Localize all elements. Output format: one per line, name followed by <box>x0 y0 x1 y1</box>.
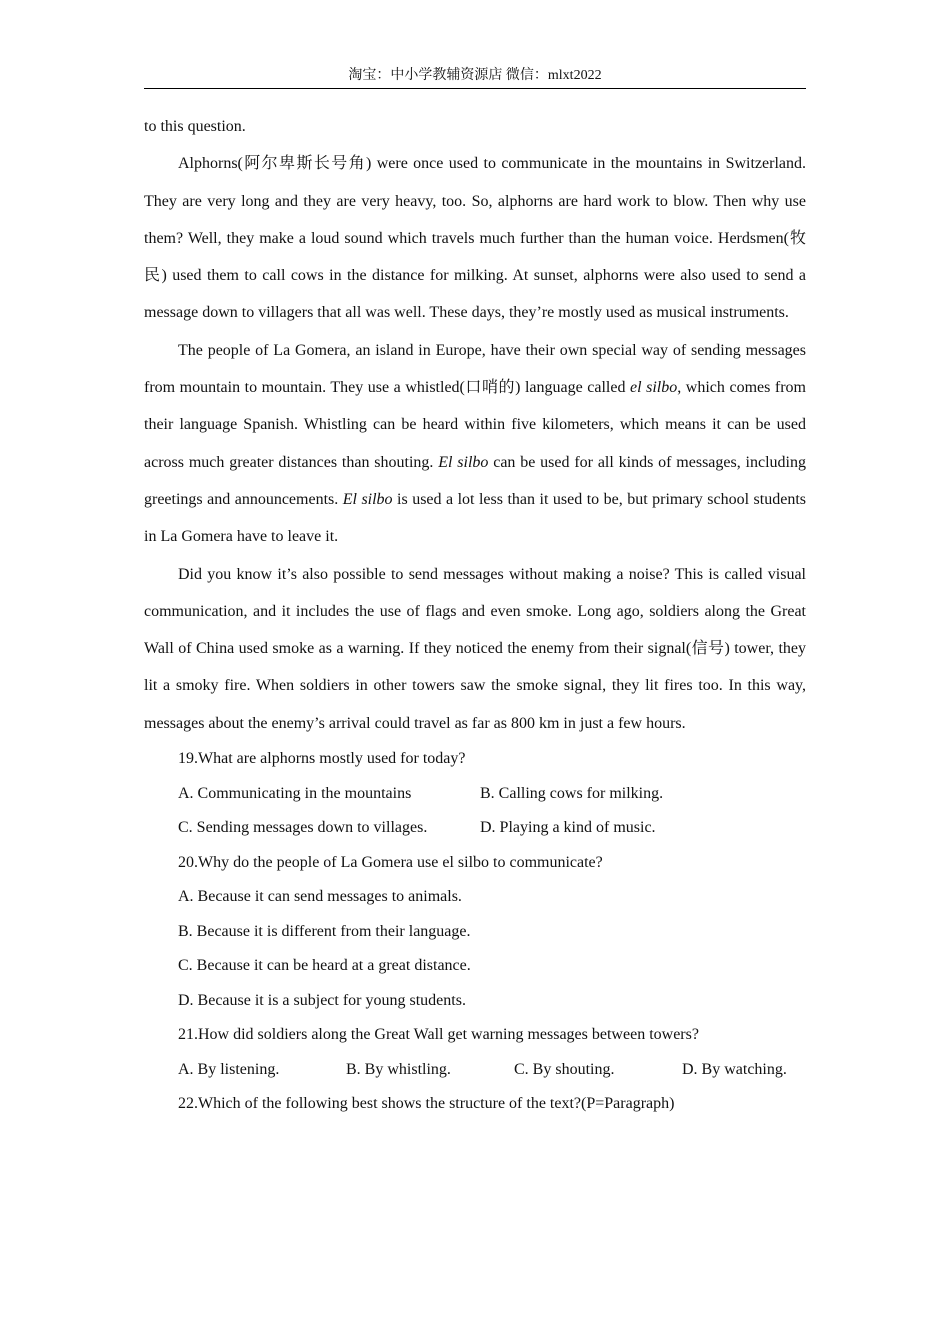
el-silbo-term: El silbo <box>342 490 393 508</box>
question-21-options-row <box>144 1053 806 1088</box>
el-silbo-text-d: is used a lot less than it used to be, but primary school students in La Gomera have to leave it. <box>144 490 806 546</box>
option-21-b: B. By whistling. <box>346 1060 451 1078</box>
question-21-stem: 21.How did soldiers along the Great Wall get warning messages between towers? <box>178 1026 699 1044</box>
page-header: 淘宝：中小学教辅资源店 微信：mlxt2022 <box>144 66 806 89</box>
option-19-c: C. Sending messages down to villages. <box>178 819 428 837</box>
question-20-stem: 20.Why do the people of La Gomera use el silbo to communicate? <box>178 853 603 871</box>
option-21-d: D. By watching. <box>682 1060 787 1078</box>
option-19-d: D. Playing a kind of music. <box>480 819 656 837</box>
paragraph-alphorns: Alphorns(阿尔卑斯长号角) were once used to communicate in the mountains in Switzerland. They are very long and they are very heavy, too. So, alphorns are hard work to blow. Then why use them? Well, they make a loud sound which travels much further than the human voice. Herdsmen(牧民) used them to call cows in the distance for milking. At sunset, alphorns were also used to send a message down to villagers that all was well. These days, they’re mostly used as musical instruments. <box>144 155 807 322</box>
el-silbo-text-a: The people of La Gomera, an island in Europe, have their own special way of sending messages from mountain to mountain. They use a whistled(口哨的) language called <box>144 341 806 397</box>
question-19-options-row-2 <box>144 811 806 846</box>
paragraph-continued: to this question. <box>144 118 246 135</box>
paragraph-visual-communication: Did you know it’s also possible to send messages without making a noise? This is called visual communication, and it includes the use of flags and even smoke. Long ago, soldiers along the Great Wall of China used smoke as a warning. If they noticed the enemy from their signal(信号) tower, they lit a smoky fire. When soldiers in other towers saw the smoke signal, they lit fires too. In this way, messages about the enemy’s arrival could travel as far as 800 km in just a few hours. <box>144 565 806 732</box>
el-silbo-term: el silbo <box>630 379 678 397</box>
option-21-a: A. By listening. <box>178 1060 280 1078</box>
option-20-c: C. Because it can be heard at a great distance. <box>178 957 471 975</box>
passage-body <box>144 108 806 1122</box>
el-silbo-text-c: can be used for all kinds of messages, including greetings and announcements. <box>144 453 806 508</box>
question-22-stem: 22.Which of the following best shows the structure of the text?(P=Paragraph) <box>178 1095 675 1113</box>
option-20-d: D. Because it is a subject for young students. <box>178 991 466 1009</box>
el-silbo-text-b: , which comes from their language Spanish. Whistling can be heard within five kilometers, which means it can be used across much greater distances than shouting. <box>144 379 806 471</box>
option-21-c: C. By shouting. <box>514 1060 615 1078</box>
paragraph-el-silbo <box>144 332 806 556</box>
option-20-a: A. Because it can send messages to animals. <box>178 888 462 906</box>
el-silbo-term: El silbo <box>438 453 489 471</box>
question-19-options-row-1 <box>144 777 806 812</box>
question-19-stem: 19.What are alphorns mostly used for today? <box>178 750 466 768</box>
option-20-b: B. Because it is different from their language. <box>178 922 471 940</box>
option-19-b: B. Calling cows for milking. <box>480 784 664 802</box>
option-19-a: A. Communicating in the mountains <box>178 784 412 802</box>
